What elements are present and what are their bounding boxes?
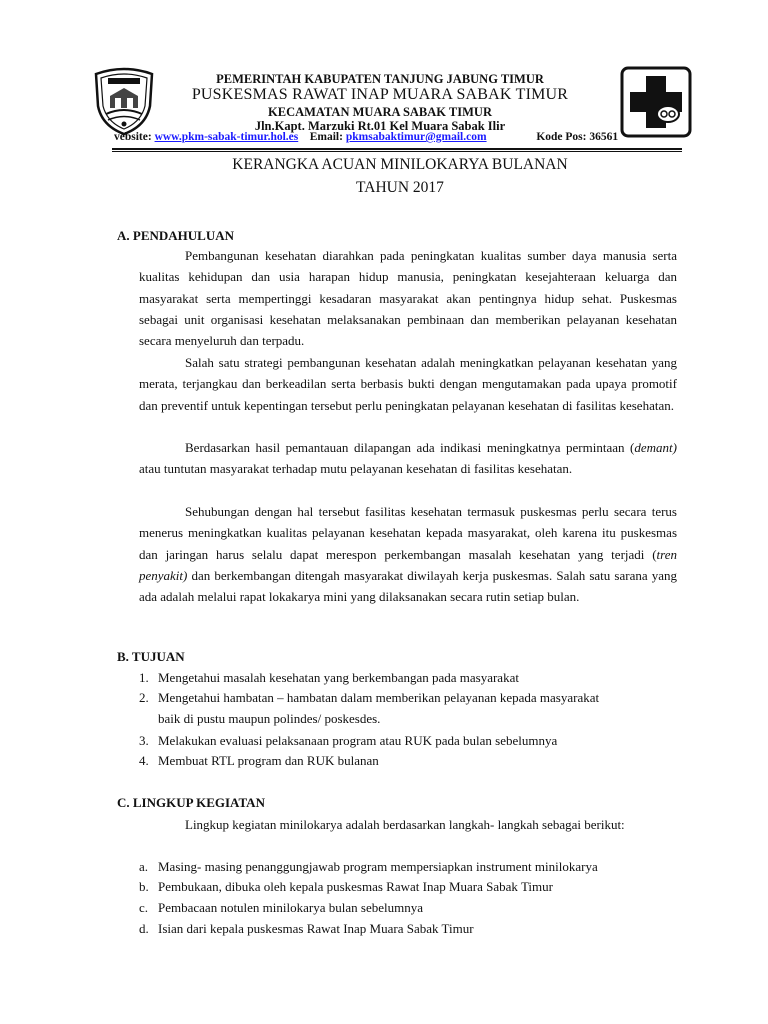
header-contact-line xyxy=(114,131,618,143)
list-item: 4. Membuat RTL program dan RUK bulanan xyxy=(139,753,379,768)
header-institution-name: PUSKESMAS RAWAT INAP MUARA SABAK TIMUR xyxy=(191,86,569,103)
regency-emblem-icon xyxy=(90,66,158,136)
header-divider-thick xyxy=(112,148,682,150)
list-item: d. Isian dari kepala puskesmas Rawat Inap Muara Sabak Timur xyxy=(139,921,474,936)
website-label: vebsite: xyxy=(114,131,152,143)
section-c-paragraph-1: Lingkup kegiatan minilokarya adalah berdasarkan langkah- langkah sebagai berikut: xyxy=(185,817,625,832)
list-item: c. Pembacaan notulen minilokarya bulan sebelumnya xyxy=(139,900,423,915)
list-item: 3. Melakukan evaluasi pelaksanaan program atau RUK pada bulan sebelumnya xyxy=(139,733,558,748)
header-district-line: KECAMATAN MUARA SABAK TIMUR xyxy=(268,105,492,119)
list-item: b. Pembukaan, dibuka oleh kepala puskesmas Rawat Inap Muara Sabak Timur xyxy=(139,879,553,894)
section-b-heading: B. TUJUAN xyxy=(117,649,185,664)
email-label: Email: xyxy=(309,131,343,143)
section-c-heading: C. LINGKUP KEGIATAN xyxy=(117,795,265,810)
section-a-paragraph-1: Pembangunan kesehatan diarahkan pada peningkatan kualitas sumber daya manusia serta kualitas kehidupan dan usia harapan hidup manusia, peningkatan kesejahteraan keluarga dan masyarakat serta mempertinggi kesadaran masyarakat akan pentingnya hidup sehat. Puskesmas sebagai unit organisasi kesehatan melaksanakan pembinaan dan memberikan pelayanan kesehatan secara menyeluruh dan terpadu. xyxy=(139,248,677,349)
document-title: KERANGKA ACUAN MINILOKARYA BULANAN xyxy=(232,156,568,173)
section-a-paragraph-2: Salah satu strategi pembangunan kesehatan adalah meningkatkan pelayanan kesehatan yang merata, terjangkau dan berkeadilan serta berbasis bukti dengan mengutamakan pada upaya promotif dan preventif untuk kepentingan tersebut perlu peningkatan pelayanan kesehatan di fasilitas kesehatan. xyxy=(139,355,677,413)
header-address-line: Jln.Kapt. Marzuki Rt.01 Kel Muara Sabak Ilir xyxy=(254,119,506,133)
section-a-heading: A. PENDAHULUAN xyxy=(117,228,234,243)
document-year: TAHUN 2017 xyxy=(356,179,444,196)
puskesmas-cross-icon xyxy=(620,66,692,138)
list-item: 1. Mengetahui masalah kesehatan yang berkembangan pada masyarakat xyxy=(139,670,519,685)
postal-code: Kode Pos: 36561 xyxy=(536,131,619,143)
header-divider-thin xyxy=(112,151,682,152)
website-link[interactable]: www.pkm-sabak-timur.hol.es xyxy=(154,131,299,143)
section-a-paragraph-3: Berdasarkan hasil pemantauan dilapangan ada indikasi meningkatnya permintaan (demant) atau tuntutan masyarakat terhadap mutu pelayanan kesehatan di fasilitas kesehatan. xyxy=(139,440,677,477)
section-a-paragraph-4: Sehubungan dengan hal tersebut fasilitas kesehatan termasuk puskesmas perlu secara terus menerus meningkatkan kualitas pelayanan kesehatan kepada masyarakat, oleh karena itu puskesmas dan jaringan harus selalu dapat merespon perkembangan masalah kesehatan yang terjadi (tren penyakit) dan berkembangan ditengah masyarakat diwilayah kerja puskesmas. Salah satu sarana yang ada adalah melalui rapat lokakarya mini yang dilaksanakan secara rutin setiap bulan. xyxy=(139,504,677,605)
list-item: 2. Mengetahui hambatan – hambatan dalam memberikan pelayanan kepada masyarakat xyxy=(139,690,600,705)
header-government-line: PEMERINTAH KABUPATEN TANJUNG JABUNG TIMUR xyxy=(216,72,544,86)
list-item-continuation: baik di pustu maupun polindes/ poskesdes. xyxy=(158,711,381,726)
email-link[interactable]: pkmsabaktimur@gmail.com xyxy=(345,131,487,143)
list-item: a. Masing- masing penanggungjawab program mempersiapkan instrument minilokarya xyxy=(139,859,598,874)
